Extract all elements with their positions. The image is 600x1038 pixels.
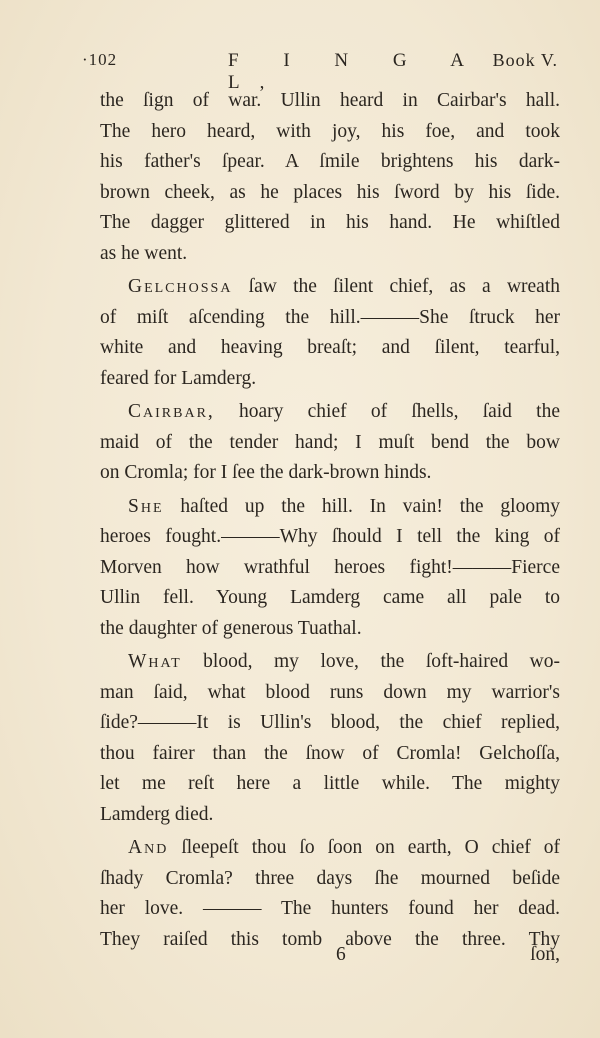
text-line: ſide?———It is Ullin's blood, the chief replied, <box>100 712 560 733</box>
text-line: as he went. <box>100 242 188 264</box>
paragraph-1 <box>100 86 560 269</box>
text-line: man ſaid, what blood runs down my warrior's <box>100 681 560 703</box>
text-line: ſhady Cromla? three days ſhe mourned beſide <box>100 867 560 889</box>
paragraph-5 <box>100 647 560 830</box>
body-text <box>100 86 560 955</box>
text-line <box>100 647 560 678</box>
text-line: The hero heard, with joy, his foe, and took <box>100 120 560 142</box>
text-line: the daughter of generous Tuathal. <box>100 617 362 639</box>
text-line: The dagger glittered in his hand. He whiſtled <box>100 212 560 233</box>
lead-word: She <box>128 495 164 517</box>
lead-line-rest: hoary chief of ſhells, ſaid the <box>214 401 560 422</box>
lead-word: Cairbar, <box>128 401 215 422</box>
text-line: her love. ——— The hunters found her dead. <box>100 898 560 919</box>
lead-word: And <box>128 837 169 858</box>
text-line: maid of the tender hand; I muſt bend the bow <box>100 431 560 453</box>
text-line: his father's ſpear. A ſmile brightens his dark- <box>100 151 560 172</box>
page-footer <box>100 944 560 974</box>
page-number: ·102 <box>82 50 118 69</box>
lead-line-rest: ſaw the ſilent chief, as a wreath <box>232 276 560 297</box>
lead-word: Gelchossa <box>128 276 233 297</box>
text-line: of miſt aſcending the hill.———She ſtruck her <box>100 306 560 328</box>
lead-line-rest: ſleepeſt thou ſo ſoon on earth, O chief of <box>168 837 560 858</box>
text-line: let me reſt here a little while. The mighty <box>100 773 560 794</box>
text-line: white and heaving breaſt; and ſilent, tearful, <box>100 337 560 358</box>
text-line: feared for Lamderg. <box>100 367 257 389</box>
text-line: Lamderg died. <box>100 803 214 825</box>
running-title: F I N G A L, <box>228 50 483 93</box>
text-line <box>100 833 560 864</box>
paragraph-3 <box>100 397 560 489</box>
signature-mark: 6 <box>336 944 346 965</box>
text-line: thou fairer than the ſnow of Cromla! Gelchoſſa, <box>100 742 560 764</box>
paragraph-2 <box>100 272 560 394</box>
text-line: Ullin fell. Young Lamderg came all pale to <box>100 587 560 608</box>
text-line: on Cromla; for I ſee the dark-brown hinds. <box>100 462 432 483</box>
paragraph-6 <box>100 833 560 955</box>
text-line: heroes fought.———Why ſhould I tell the king of <box>100 526 560 547</box>
lead-line-rest: haſted up the hill. In vain! the gloomy <box>163 495 560 517</box>
text-line: They raiſed this tomb above the three. Thy <box>100 928 560 950</box>
running-header <box>82 50 562 93</box>
text-line: Morven how wrathful heroes fight!———Fierce <box>100 556 560 578</box>
text-line: brown cheek, as he places his ſword by his ſide. <box>100 181 560 203</box>
text-line <box>100 492 560 523</box>
lead-line-rest: blood, my love, the ſoft-haired wo- <box>181 651 560 672</box>
text-line <box>100 272 560 303</box>
text-line: the ſign of war. Ullin heard in Cairbar's hall. <box>100 90 560 111</box>
lead-word: What <box>128 651 182 672</box>
paragraph-4 <box>100 492 560 645</box>
book-label: Book V. <box>492 50 558 70</box>
text-line <box>100 397 560 428</box>
catchword: ſon, <box>530 944 560 965</box>
